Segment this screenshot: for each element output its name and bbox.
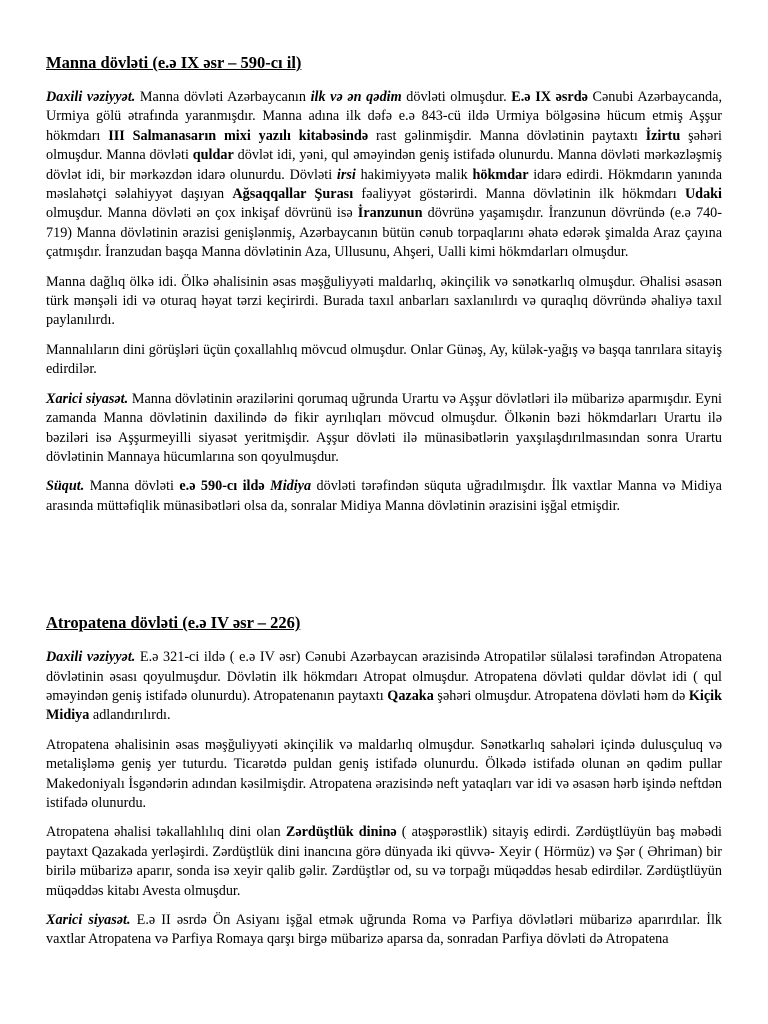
- emphasis-text: Kiçik Midiya: [46, 687, 722, 724]
- emphasis-text: İzirtu: [645, 127, 681, 144]
- paragraph-manna-internal: [46, 88, 722, 263]
- document-page: [46, 52, 722, 960]
- paragraph-manna-religion: Mannalıların dini görüşləri üçün çoxallahlıq mövcud olmuşdur. Onlar Günəş, Ay, külək-yağış və başqa tanrılara sitayiş edirdilər.: [46, 341, 722, 378]
- body-text: dövləti tərəfindən süquta uğradılmışdır. İlk vaxtlar Manna və Midiya arasında müttəfiqlik münasibətləri olsa da, sonralar Midiya Manna dövlətinin ərazisini işğal etmişdir.: [46, 478, 722, 514]
- body-text: ( atəşpərəstlik) sitayiş edirdi. Zərdüştlüyün baş məbədi paytaxt Qazakada yerləşirdi. Zərdüştlük dini inancına görə dünyada iki qüvvə- Xeyir ( Hörmüz) və Şər ( Əhriman) bir birilə mübarizə aparır, sonda isə xeyir qalib gəlir. Zərdüştlər od, su və torpağı müqəddəs hesab edirdilər. Zərdüştlüyün müqəddəs kitabı Avesta olmuşdur.: [46, 824, 722, 899]
- paragraph-atropatena-religion: [46, 823, 722, 901]
- body-text: olmuşdur. Manna dövləti ən çox inkişaf dövrünü isə: [46, 205, 358, 222]
- body-text: şəhəri olmuşdur. Atropatena dövləti həm də: [433, 687, 689, 704]
- paragraph-manna-fall: [46, 477, 722, 516]
- body-text: dövlət idi, yəni, qul əməyindən geniş istifadə olunurdu. Manna dövləti mərkəzləşmiş dövlət idi, bir mərkəzdən idarə olunurdu. Dövləti: [46, 147, 722, 183]
- emphasis-text: İranzunun: [357, 205, 423, 222]
- emphasis-text: Daxili vəziyyət.: [46, 649, 136, 666]
- emphasis-text: Midiya: [270, 478, 312, 495]
- section-heading-atropatena: Atropatena dövləti (e.ə IV əsr – 226): [46, 613, 301, 633]
- body-text: idarə edirdi. Hökmdarın yanında məslahətçi səlahiyyət daşıyan: [46, 166, 723, 203]
- body-text: Manna dövləti: [84, 478, 180, 495]
- emphasis-text: hökmdar: [472, 166, 529, 183]
- emphasis-text: Xarici siyasət.: [46, 390, 129, 407]
- body-text: adlandırılırdı.: [89, 707, 171, 724]
- section-heading-manna: Manna dövləti (e.ə IX əsr – 590-cı il): [46, 53, 302, 72]
- body-text: Manna dövləti Azərbaycanın: [135, 89, 311, 105]
- emphasis-text: Ağsaqqallar Şurası: [232, 186, 354, 203]
- emphasis-text: Daxili vəziyyət.: [46, 89, 136, 105]
- paragraph-atropatena-internal: [46, 648, 722, 726]
- body-text: Manna dövlətinin ərazilərini qorumaq uğrunda Urartu və Aşşur dövlətləri ilə mübarizə aparmışdır. Eyni zamanda Manna dövlətinin daxilində də fikir ayrılıqları mövcud olmuşdur. Ölkənin bəzi hökmdarları Urartu ilə bəziləri isə Aşşurmeyilli siyasət yeritmişdir. Aşşur dövləti ilə münasibətlərin yaxşılaşdırılmasından sonra Urartu dövlətinin Mannaya hücumlarına son qoyulmuşdur.: [46, 390, 723, 465]
- body-text: dövrünə yaşamışdır. İranzunun dövründə (e.ə 740-719) Manna dövlətinin ərazisi genişlənmiş, Azərbaycanın bütün cənub torpaqlarını əhatə edərək şimalda Araz çayına çatmışdır. İranzudan başqa Manna dövlətinin Aza, Ullusunu, Ahşeri, Ualli kimi hökmdarları olmuşdur.: [46, 205, 722, 261]
- emphasis-text: irsi: [336, 166, 356, 183]
- emphasis-text: quldar: [192, 147, 234, 164]
- paragraph-atropatena-economy: Atropatena əhalisinin əsas məşğuliyyəti əkinçilik və maldarlıq olmuşdur. Sənətkarlıq sahələri içində dulusçuluq və metalişləmə geniş yer tuturdu. Ticarətdə puldan geniş istifadə olunurdu. Ölkədə istifadə olunan ən qədim pullar Makedoniyalı İsgəndərin adından kəsilmişdir. Atropatena ərazisində neft yataqları var idi və əsasən hərb işində neftdən istifadə olunurdu.: [46, 736, 722, 811]
- emphasis-text: ilk və ən qədim: [310, 89, 402, 105]
- paragraph-manna-foreign-policy: [46, 390, 722, 468]
- body-text: dövləti olmuşdur.: [401, 89, 512, 105]
- body-text: fəaliyyət göstərirdi. Manna dövlətinin ilk hökmdarı: [353, 186, 685, 203]
- emphasis-text: Qazaka: [387, 687, 434, 704]
- body-text: E.ə 321-ci ildə ( e.ə IV əsr) Cənubi Azərbaycan ərazisində Atropatilər sülaləsi tərəfindən Atropatena dövlətinin əsası qoyulmuşdur. Dövlətin ilk hökmdarı Atropat olmuşdur. Atropatena dövləti quldar dövlət idi ( qul əməyindən geniş istifadə olunurdu). Atropatenanın paytaxtı: [46, 649, 722, 704]
- emphasis-text: e.ə 590-cı ildə: [179, 478, 265, 495]
- body-text: E.ə II əsrdə Ön Asiyanı işğal etmək uğrunda Roma və Parfiya dövlətləri mübarizə aparırdılar. İlk vaxtlar Atropatena və Parfiya Romaya qarşı birgə mübarizə aparsa da, sonradan Parfiya dövləti də Atropatena: [46, 912, 722, 948]
- emphasis-text: Süqut.: [46, 478, 85, 495]
- body-text: şəhəri olmuşdur. Manna dövləti: [46, 127, 722, 164]
- emphasis-text: Udaki: [684, 186, 722, 203]
- body-text: Atropatena əhalisi təkallahlılıq dini olan: [46, 824, 286, 841]
- paragraph-manna-economy: Manna dağlıq ölkə idi. Ölkə əhalisinin əsas məşğuliyyəti maldarlıq, əkinçilik və sənətkarlıq olmuşdur. Əhalisi əsasən türk mənşəli idi və oturaq həyat tərzi keçirirdi. Burada taxıl anbarları saxlanılırdı və quraqlıq dövründə əhaliyə taxıl paylanılırdı.: [46, 273, 722, 329]
- emphasis-text: Xarici siyasət.: [46, 912, 131, 928]
- body-text: hakimiyyətə malik: [355, 166, 473, 183]
- body-text: Cənubi Azərbaycanda, Urmiya gölü ətrafında yaranmışdır. Manna adına ilk dəfə e.ə 843-cü ildə Urmiya bölgəsinə hücum etmiş Aşşur hökmdarı: [46, 89, 722, 144]
- paragraph-atropatena-foreign-policy: [46, 911, 722, 950]
- body-text: rast gəlinmişdir. Manna dövlətinin paytaxtı: [368, 127, 646, 144]
- emphasis-text: III Salmanasarın mixi yazılı kitabəsində: [108, 127, 369, 144]
- section-gap: [46, 526, 722, 612]
- emphasis-text: Zərdüştlük dininə: [285, 824, 397, 841]
- emphasis-text: E.ə IX əsrdə: [511, 89, 588, 105]
